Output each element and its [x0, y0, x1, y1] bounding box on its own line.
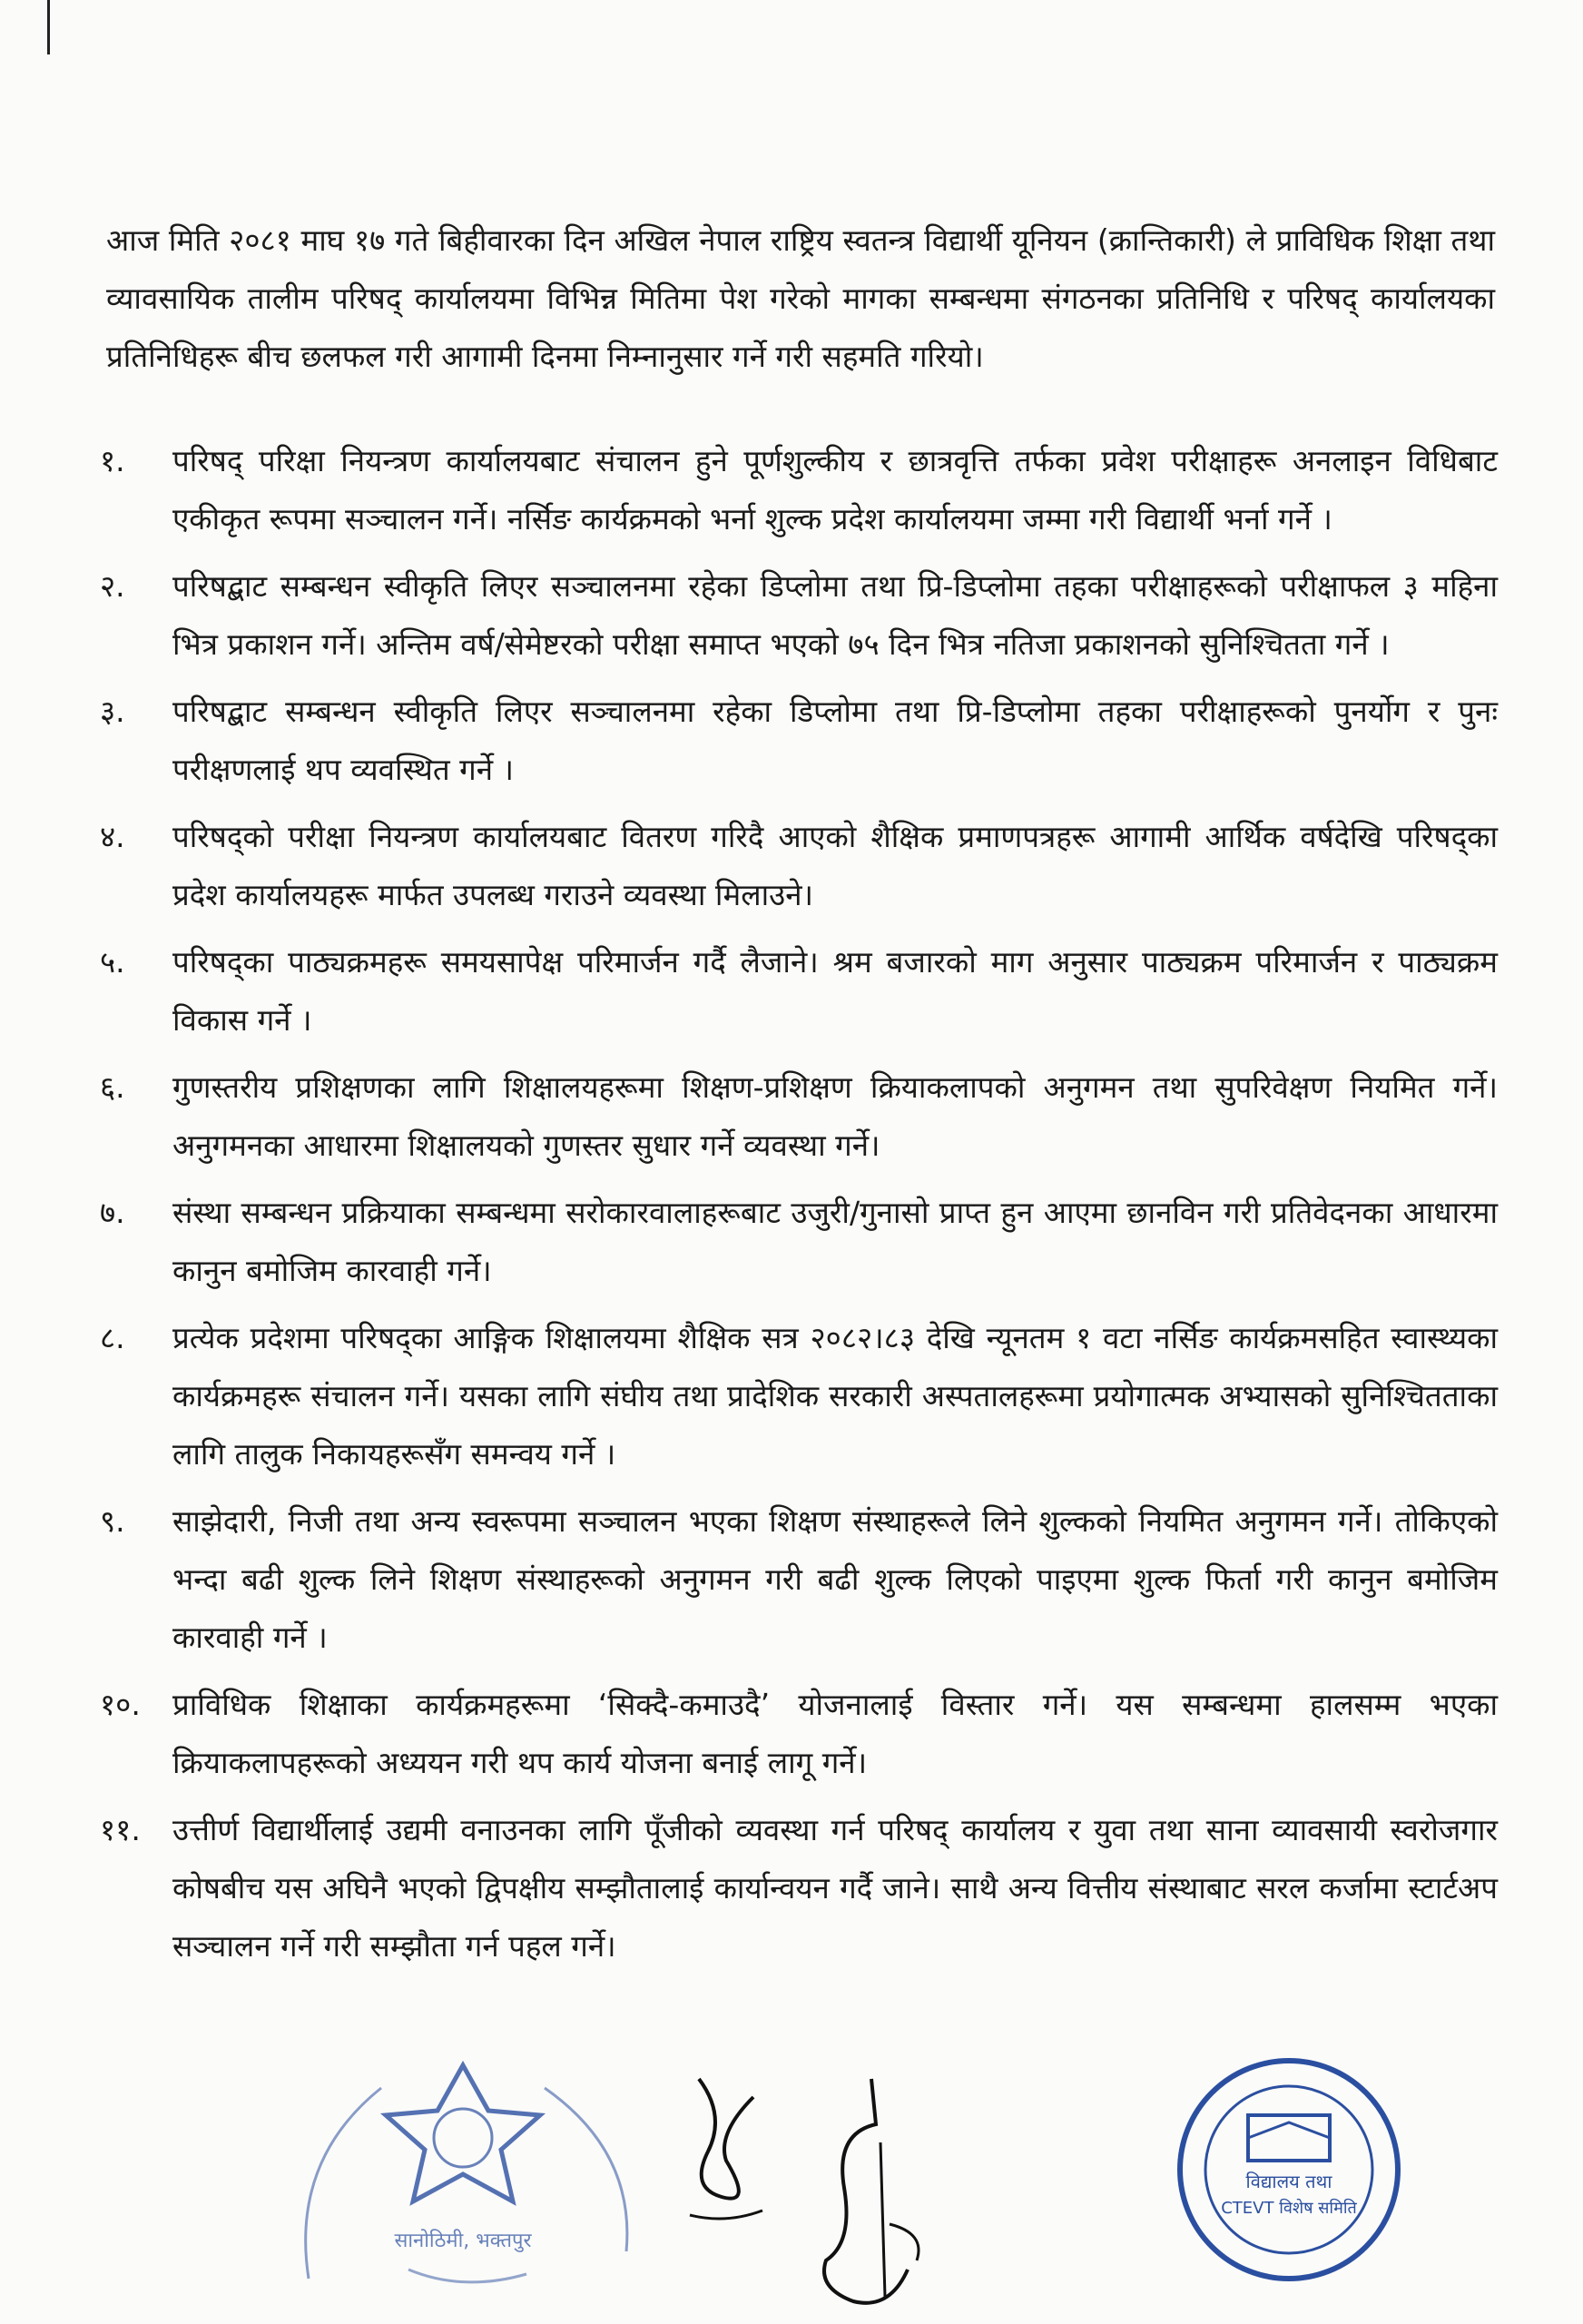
list-item	[100, 557, 1498, 674]
item-number: ७.	[100, 1195, 125, 1230]
list-item	[100, 1492, 1498, 1667]
item-text: परिषद्का पाठ्यक्रमहरू समयसापेक्ष परिमार्जन गर्दै लैजाने। श्रम बजारको माग अनुसार पाठ्यक्रम परिमार्जन र पाठ्यक्रम विकास गर्ने ।	[172, 944, 1498, 1038]
ctevt-seal-icon	[272, 2052, 654, 2315]
item-number: ५.	[100, 944, 125, 980]
item-text: प्राविधिक शिक्षाका कार्यक्रमहरूमा ‘सिक्दै-कमाउदै’ योजनालाई विस्तार गर्ने। यस सम्बन्धमा हालसम्म भएका क्रियाकलापहरूको अध्ययन गरी थप कार्य योजना बनाई लागू गर्ने।	[172, 1687, 1498, 1780]
item-number: १०.	[100, 1687, 141, 1722]
item-number: ६.	[100, 1069, 125, 1105]
item-text: संस्था सम्बन्धन प्रक्रियाका सम्बन्धमा सरोकारवालाहरूबाट उजुरी/गुनासो प्राप्त हुन आएमा छानविन गरी प्रतिवेदनका आधारमा कानुन बमोजिम कारवाही गर्ने।	[172, 1195, 1498, 1288]
item-number: १.	[100, 443, 125, 478]
item-text: उत्तीर्ण विद्यार्थीलाई उद्यमी वनाउनका लागि पूँजीको व्यवस्था गर्न परिषद् कार्यालय र युवा तथा साना व्यावसायी स्वरोजगार कोषबीच यस अघिनै भएको द्विपक्षीय सम्झौतालाई कार्यान्वयन गर्दै जाने। साथै अन्य वित्तीय संस्थाबाट सरल कर्जामा स्टार्टअप सञ्चालन गर्ने गरी सम्झौता गर्न पहल गर्ने।	[172, 1812, 1498, 1964]
signature-area	[0, 2034, 1583, 2324]
list-item	[100, 1184, 1498, 1300]
item-text: गुणस्तरीय प्रशिक्षणका लागि शिक्षालयहरूमा शिक्षण-प्रशिक्षण क्रियाकलापको अनुगमन तथा सुपरिवेक्षण नियमित गर्ने। अनुगमनका आधारमा शिक्षालयको गुणस्तर सुधार गर्ने व्यवस्था गर्ने।	[172, 1069, 1498, 1163]
signature-two	[799, 2070, 944, 2315]
list-item	[100, 432, 1498, 548]
agreement-list	[100, 432, 1498, 1984]
intro-paragraph: आज मिति २०८१ माघ १७ गते बिहीवारका दिन अखिल नेपाल राष्ट्रिय स्वतन्त्र विद्यार्थी यूनियन (क्रान्तिकारी) ले प्राविधिक शिक्षा तथा व्यावसायिक तालीम परिषद् कार्यालयमा विभिन्न मितिमा पेश गरेको मागका सम्बन्धमा संगठनका प्रतिनिधि र परिषद् कार्यालयका प्रतिनिधिहरू बीच छलफल गरी आगामी दिनमा निम्नानुसार गर्ने गरी सहमति गरियो।	[106, 222, 1495, 374]
item-text: परिषद्बाट सम्बन्धन स्वीकृति लिएर सञ्चालनमा रहेका डिप्लोमा तथा प्रि-डिप्लोमा तहका परीक्षाहरूको पुनर्योग र पुनः परीक्षणलाई थप व्यवस्थित गर्ने ।	[172, 694, 1498, 787]
item-text: साझेदारी, निजी तथा अन्य स्वरूपमा सञ्चालन भएका शिक्षण संस्थाहरूले लिने शुल्कको नियमित अनुगमन गर्ने। तोकिएको भन्दा बढी शुल्क लिने शिक्षण संस्थाहरूको अनुगमन गरी बढी शुल्क लिएको पाइएमा शुल्क फिर्ता गरी कानुन बमोजिम कारवाही गर्ने ।	[172, 1503, 1498, 1655]
union-seal-icon	[1162, 2052, 1416, 2288]
list-item	[100, 808, 1498, 924]
item-number: ४.	[100, 819, 125, 854]
item-number: २.	[100, 568, 125, 604]
signature-one	[672, 2061, 781, 2242]
item-text: परिषद् परिक्षा नियन्त्रण कार्यालयबाट संचालन हुने पूर्णशुल्कीय र छात्रवृत्ति तर्फका प्रवेश परीक्षाहरू अनलाइन विधिबाट एकीकृत रूपमा सञ्चालन गर्ने। नर्सिङ कार्यक्रमको भर्ना शुल्क प्रदेश कार्यालयमा जम्मा गरी विद्यार्थी भर्ना गर्ने ।	[172, 443, 1498, 537]
page-edge-mark	[47, 0, 50, 54]
list-item	[100, 1676, 1498, 1792]
svg-text:CTEVT विशेष समिति: CTEVT विशेष समिति	[1221, 2199, 1357, 2218]
item-text: परिषद्बाट सम्बन्धन स्वीकृति लिएर सञ्चालनमा रहेका डिप्लोमा तथा प्रि-डिप्लोमा तहका परीक्षाहरूको परीक्षाफल ३ महिना भित्र प्रकाशन गर्ने। अन्तिम वर्ष/सेमेष्टरको परीक्षा समाप्त भएको ७५ दिन भित्र नतिजा प्रकाशनको सुनिश्चितता गर्ने ।	[172, 568, 1498, 662]
svg-text:विद्यालय तथा: विद्यालय तथा	[1245, 2171, 1332, 2192]
item-number: ३.	[100, 694, 125, 729]
item-text: परिषद्को परीक्षा नियन्त्रण कार्यालयबाट वितरण गरिदै आएको शैक्षिक प्रमाणपत्रहरू आगामी आर्थिक वर्षदेखि परिषद्का प्रदेश कार्यालयहरू मार्फत उपलब्ध गराउने व्यवस्था मिलाउने।	[172, 819, 1498, 912]
list-item	[100, 683, 1498, 799]
list-item	[100, 1059, 1498, 1175]
list-item	[100, 1801, 1498, 1975]
list-item	[100, 1309, 1498, 1483]
list-item	[100, 933, 1498, 1049]
item-number: ११.	[100, 1812, 141, 1847]
item-number: ८.	[100, 1320, 125, 1355]
item-number: ९.	[100, 1503, 125, 1539]
item-text: प्रत्येक प्रदेशमा परिषद्का आङ्गिक शिक्षालयमा शैक्षिक सत्र २०८२।८३ देखि न्यूनतम १ वटा नर्सिङ कार्यक्रमसहित स्वास्थ्यका कार्यक्रमहरू संचालन गर्ने। यसका लागि संघीय तथा प्रादेशिक सरकारी अस्पतालहरूमा प्रयोगात्मक अभ्यासको सुनिश्चितताका लागि तालुक निकायहरूसँग समन्वय गर्ने ।	[172, 1320, 1498, 1472]
svg-text:सानोठिमी, भक्तपुर: सानोठिमी, भक्तपुर	[394, 2230, 532, 2252]
